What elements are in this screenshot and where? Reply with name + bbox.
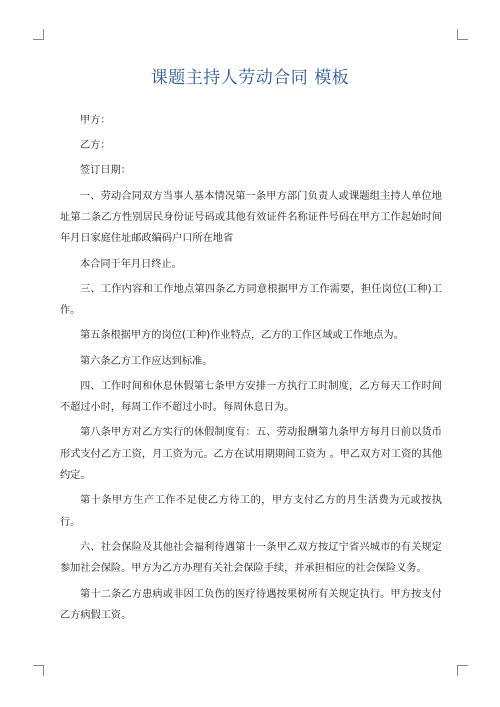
paragraph-article-10: 第十条甲方生产工作不足使乙方待工的，甲方支付乙方的月生活费为元或按执行。	[60, 495, 442, 528]
paragraph-article-8: 第八条甲方对乙方实行的休假制度有：五、劳动报酬第九条甲方每月日前以货币形式支付乙方工资，月工资为元。乙方在试用期期间工资为 。甲乙双方对工资的其他约定。	[60, 427, 442, 482]
paragraph-basic-info: 一、劳动合同双方当事人基本情况第一条甲方部门负责人或课题组主持人单位地址第二条乙方性别居民身份证号码或其他有效证件名称证件号码在甲方工作起始时间年月日家庭住址邮政编码户口所在地省	[60, 190, 442, 245]
party-b-line: 乙方：	[80, 140, 111, 152]
paragraph-working-hours: 四、工作时间和休息休假第七条甲方安排一方执行工时制度，乙方每天工作时间不超过小时，每周工作不超过小时。每周休息日为。	[60, 380, 442, 414]
document-body	[60, 110, 442, 630]
paragraph-work-content: 三、工作内容和工作地点第四条乙方同意根据甲方工作需要，担任岗位(工种)工作。	[60, 283, 442, 317]
document-title: 课题主持人劳动合同 模板	[150, 68, 350, 88]
corner-mark-bottom-right	[457, 665, 468, 676]
corner-mark-top-left	[33, 29, 44, 40]
corner-mark-top-right	[457, 29, 468, 40]
paragraph-termination: 本合同于年月日终止。	[80, 258, 182, 270]
signing-date-line: 签订日期：	[80, 165, 131, 177]
paragraph-article-6: 第六条乙方工作应达到标准。	[80, 355, 213, 367]
paragraph-article-5: 第五条根据甲方的岗位(工种)作业特点，乙方的工作区域或工作地点为。	[80, 330, 404, 342]
party-a-line: 甲方：	[80, 115, 111, 126]
paragraph-article-12: 第十二条乙方患病或非因工负伤的医疗待遇按果树所有关规定执行。甲方按支付乙方病假工资。	[60, 588, 442, 622]
corner-mark-bottom-left	[33, 665, 44, 676]
paragraph-social-insurance: 六、社会保险及其他社会福利待遇第十一条甲乙双方按辽宁省兴城市的有关规定参加社会保险。甲方为乙方办理有关社会保险手续，并承担相应的社会保险义务。	[60, 542, 442, 575]
